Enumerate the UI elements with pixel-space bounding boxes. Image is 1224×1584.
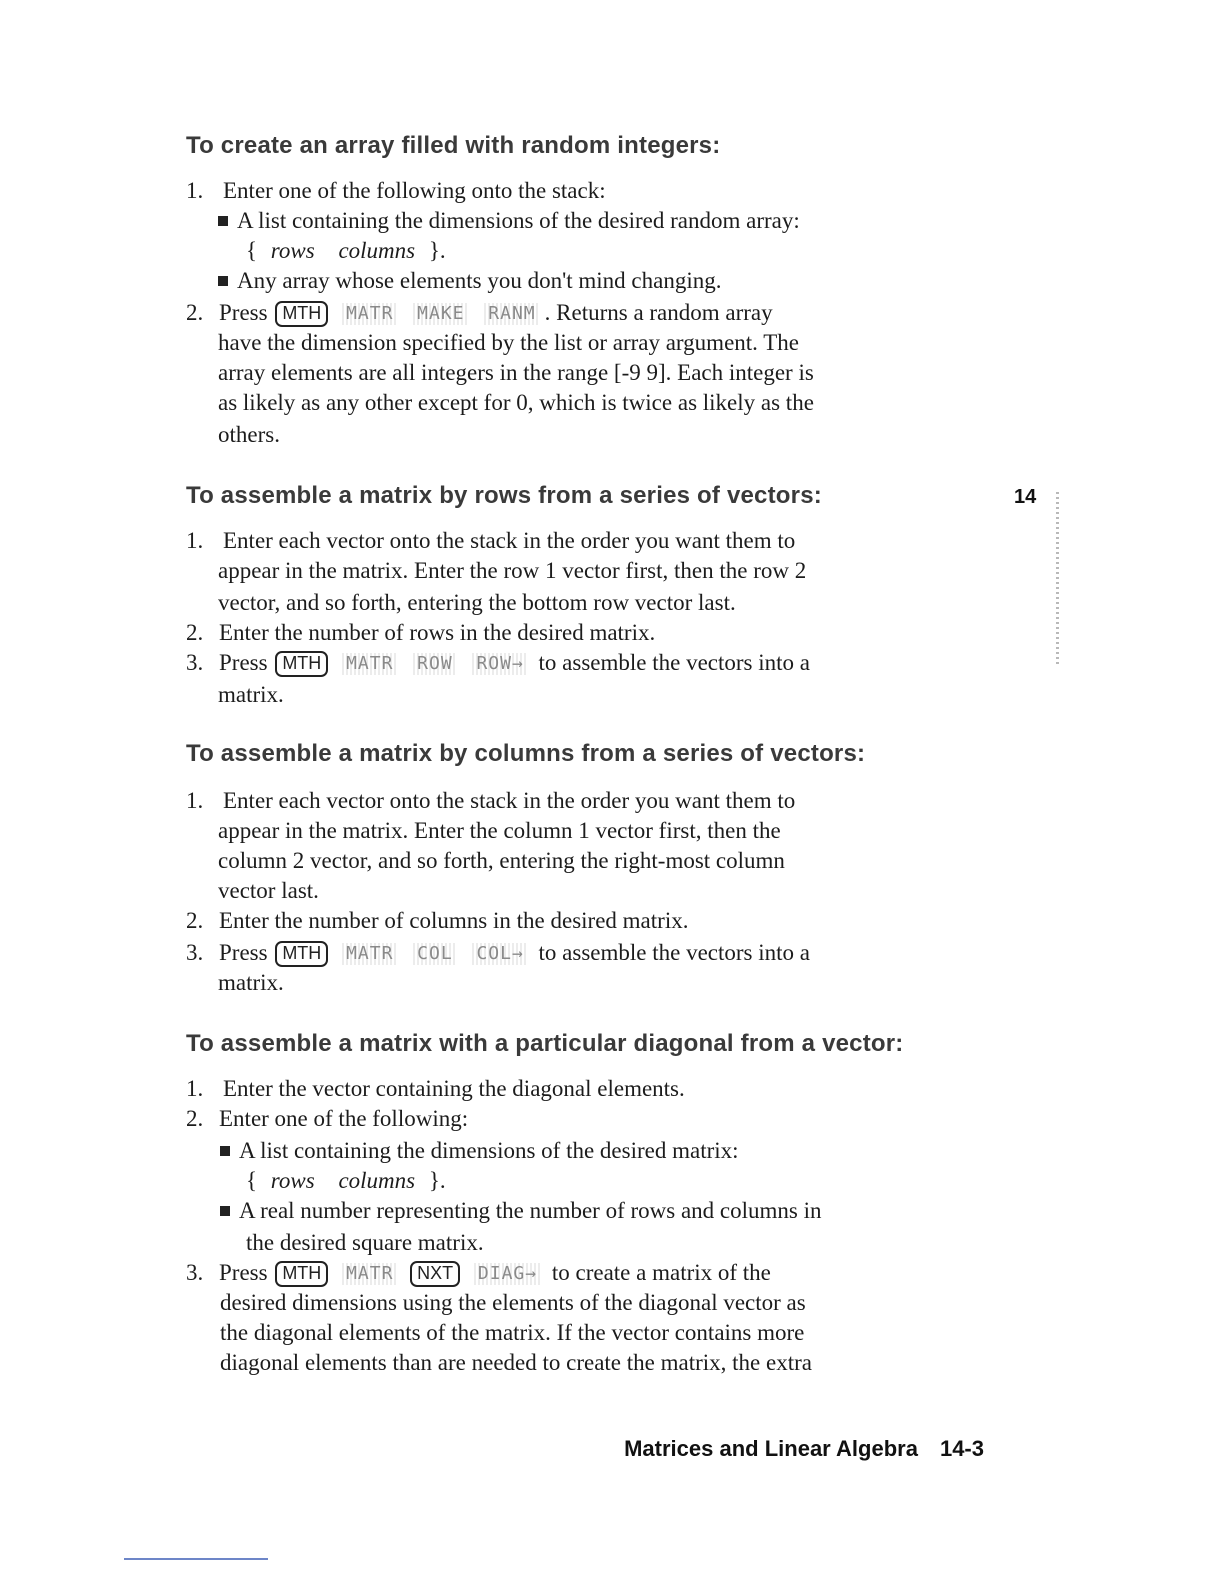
softkey-matr: MATR (342, 303, 397, 325)
step-continuation: have the dimension specified by the list or array argument. The (218, 330, 800, 355)
bottom-rule (124, 1558, 268, 1560)
bullet-icon (220, 1206, 230, 1216)
step-line: 1. Enter each vector onto the stack in the order you want them to (186, 528, 796, 553)
step-continuation: matrix. (218, 682, 284, 707)
softkey-col-arrow: COL→ (472, 943, 527, 965)
softkey-matr: MATR (342, 653, 397, 675)
step-continuation: column 2 vector, and so forth, entering the right-most column (218, 848, 785, 873)
step-line: 3. Press MTH MATR ROW ROW→ to assemble the vectors into a (186, 650, 810, 675)
bullet-item: A real number representing the number of rows and columns in (220, 1196, 822, 1226)
step-continuation: desired dimensions using the elements of the diagonal vector as (220, 1290, 806, 1315)
step-line: 1. Enter the vector containing the diagonal elements. (186, 1076, 685, 1101)
step-line: 1. Enter each vector onto the stack in the order you want them to (186, 788, 796, 813)
step-continuation: appear in the matrix. Enter the row 1 vector first, then the row 2 (218, 558, 807, 583)
step-continuation: the desired square matrix. (246, 1230, 484, 1255)
mth-key: MTH (275, 941, 328, 967)
step-continuation: vector last. (218, 878, 319, 903)
step-line: 3. Press MTH MATR NXT DIAG→ to create a matrix of the (186, 1260, 771, 1285)
softkey-col: COL (413, 943, 457, 965)
step-continuation: appear in the matrix. Enter the column 1 vector first, then the (218, 818, 781, 843)
softkey-matr: MATR (342, 943, 397, 965)
step-continuation: matrix. (218, 970, 284, 995)
bullet-icon (218, 216, 228, 226)
step-continuation: array elements are all integers in the range [-9 9]. Each integer is (218, 360, 814, 385)
step-line: 2. Enter the number of rows in the desired matrix. (186, 620, 656, 645)
step-continuation: vector, and so forth, entering the bottom row vector last. (218, 590, 736, 615)
softkey-row-arrow: ROW→ (472, 653, 527, 675)
bullet-icon (220, 1146, 230, 1156)
step-line: 1. Enter one of the following onto the stack: (186, 178, 606, 203)
step-line: 3. Press MTH MATR COL COL→ to assemble the vectors into a (186, 940, 810, 965)
bullet-icon (218, 276, 228, 286)
chapter-tab-edge (1056, 492, 1059, 664)
page-footer (624, 1436, 984, 1462)
chapter-tab-number: 14 (1014, 486, 1037, 508)
step-line: 2. Press MTH MATR MAKE RANM . Returns a random array (186, 300, 773, 325)
mth-key: MTH (275, 651, 328, 677)
section-heading-random-array: To create an array filled with random integers: (186, 132, 721, 159)
step-continuation: diagonal elements than are needed to create the matrix, the extra (220, 1350, 812, 1375)
softkey-matr: MATR (342, 1263, 397, 1285)
softkey-row: ROW (413, 653, 457, 675)
list-formula: { rows columns }. (246, 238, 446, 263)
section-heading-columns: To assemble a matrix by columns from a series of vectors: (186, 740, 866, 767)
mth-key: MTH (275, 301, 328, 327)
bullet-item: Any array whose elements you don't mind changing. (218, 266, 721, 296)
list-formula: { rows columns }. (246, 1168, 446, 1193)
step-continuation: others. (218, 422, 280, 447)
bullet-item: A list containing the dimensions of the desired matrix: (220, 1136, 739, 1166)
step-line: 2. Enter the number of columns in the desired matrix. (186, 908, 689, 933)
step-continuation: the diagonal elements of the matrix. If the vector contains more (220, 1320, 805, 1345)
step-line: 2. Enter one of the following: (186, 1106, 469, 1131)
bullet-item: A list containing the dimensions of the desired random array: (218, 206, 800, 236)
softkey-diag-arrow: DIAG→ (474, 1263, 541, 1285)
softkey-ranm: RANM (484, 303, 539, 325)
step-continuation: as likely as any other except for 0, which is twice as likely as the (218, 390, 814, 415)
mth-key: MTH (275, 1261, 328, 1287)
page-number: 14-3 (939, 1436, 984, 1461)
section-heading-diagonal: To assemble a matrix with a particular diagonal from a vector: (186, 1030, 904, 1057)
footer-title: Matrices and Linear Algebra (624, 1436, 918, 1461)
softkey-make: MAKE (413, 303, 468, 325)
section-heading-rows: To assemble a matrix by rows from a series of vectors: (186, 482, 822, 509)
nxt-key: NXT (410, 1261, 460, 1287)
